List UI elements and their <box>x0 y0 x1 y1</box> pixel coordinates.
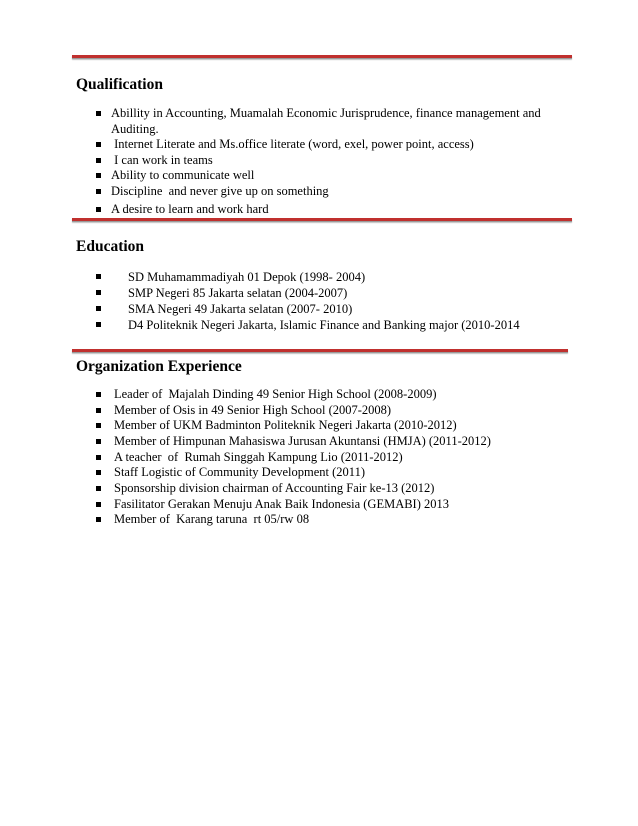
section-divider-education <box>72 218 572 222</box>
square-bullet-icon <box>96 439 101 444</box>
square-bullet-icon <box>96 408 101 413</box>
list-item-text: SMP Negeri 85 Jakarta selatan (2004-2007) <box>128 286 348 300</box>
list-item <box>96 269 566 285</box>
list-item-text: SMA Negeri 49 Jakarta selatan (2007- 2010) <box>128 302 353 316</box>
list-item <box>96 202 556 218</box>
list-item <box>96 168 556 184</box>
square-bullet-icon <box>96 470 101 475</box>
organization-list <box>96 387 556 528</box>
square-bullet-icon <box>96 455 101 460</box>
list-item <box>96 434 556 450</box>
square-bullet-icon <box>96 111 101 116</box>
list-item <box>96 465 556 481</box>
list-item-text: Staff Logistic of Community Development (2011) <box>114 465 366 480</box>
list-item-text: A desire to learn and work hard <box>111 201 269 216</box>
list-item <box>96 285 566 301</box>
list-item-text: Member of Osis in 49 Senior High School (2007-2008) <box>114 402 392 417</box>
section-divider-organization <box>72 349 568 353</box>
education-list <box>96 269 566 333</box>
square-bullet-icon <box>96 189 101 194</box>
square-bullet-icon <box>96 306 101 311</box>
list-item <box>96 317 566 333</box>
square-bullet-icon <box>96 517 101 522</box>
square-bullet-icon <box>96 142 101 147</box>
list-item <box>96 106 556 137</box>
list-item <box>96 403 556 419</box>
list-item <box>96 184 556 200</box>
list-item <box>96 497 556 513</box>
list-item-text: Leader of Majalah Dinding 49 Senior High School (2008-2009) <box>114 387 437 401</box>
square-bullet-icon <box>96 392 101 397</box>
list-item-text: Fasilitator Gerakan Menuju Anak Baik Indonesia (GEMABI) 2013 <box>114 496 450 511</box>
square-bullet-icon <box>96 423 101 428</box>
list-item-text: A teacher of Rumah Singgah Kampung Lio (2011-2012) <box>114 449 403 464</box>
qualification-heading: Qualification <box>76 76 163 93</box>
list-item <box>96 387 556 403</box>
square-bullet-icon <box>96 322 101 327</box>
list-item-text: Discipline and never give up on something <box>111 183 329 198</box>
list-item-text: Sponsorship division chairman of Accounting Fair ke-13 (2012) <box>114 480 435 495</box>
list-item-text: I can work in teams <box>111 152 213 167</box>
section-divider-top <box>72 55 572 59</box>
square-bullet-icon <box>96 158 101 163</box>
qualification-list <box>96 106 556 217</box>
square-bullet-icon <box>96 207 101 212</box>
list-item-text: D4 Politeknik Negeri Jakarta, Islamic Finance and Banking major (2010-2014 <box>128 318 520 332</box>
list-item <box>96 450 556 466</box>
square-bullet-icon <box>96 274 101 279</box>
list-item <box>96 301 566 317</box>
list-item-text: Member of Karang taruna rt 05/rw 08 <box>114 512 310 527</box>
square-bullet-icon <box>96 173 101 178</box>
square-bullet-icon <box>96 486 101 491</box>
list-item-text: SD Muhamammadiyah 01 Depok (1998- 2004) <box>128 270 366 284</box>
list-item <box>96 418 556 434</box>
list-item-text: Internet Literate and Ms.office literate (word, exel, power point, access) <box>111 137 474 152</box>
square-bullet-icon <box>96 290 101 295</box>
list-item <box>96 153 556 169</box>
square-bullet-icon <box>96 502 101 507</box>
list-item-text: Member of Himpunan Mahasiswa Jurusan Akuntansi (HMJA) (2011-2012) <box>114 433 491 448</box>
list-item <box>96 137 556 153</box>
list-item <box>96 481 556 497</box>
organization-heading: Organization Experience <box>76 358 242 375</box>
list-item-text: Abillity in Accounting, Muamalah Economic Jurisprudence, finance management and Auditing. <box>111 106 541 136</box>
list-item-text: Member of UKM Badminton Politeknik Negeri Jakarta (2010-2012) <box>114 418 457 433</box>
list-item <box>96 512 556 528</box>
education-heading: Education <box>76 238 145 255</box>
list-item-text: Ability to communicate well <box>111 168 255 183</box>
